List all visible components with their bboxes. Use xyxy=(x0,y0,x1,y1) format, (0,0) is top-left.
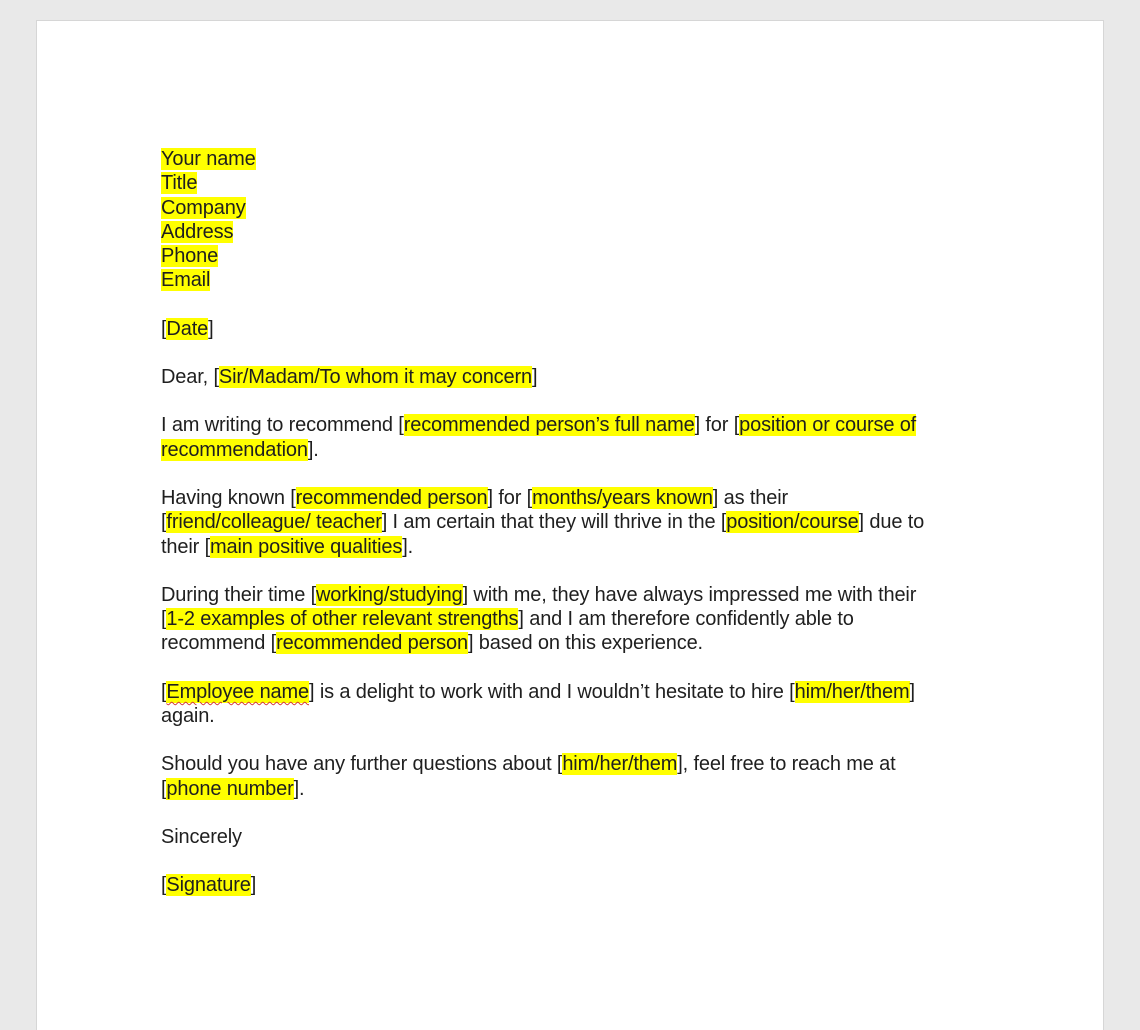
p5-highlight-2: phone number xyxy=(166,777,294,800)
p3-highlight-2: 1-2 examples of other relevant strengths xyxy=(166,608,519,631)
document-page xyxy=(36,20,1104,1030)
p2-text-5: due to xyxy=(863,511,925,534)
p3-text-3: and I am therefore confidently able to xyxy=(523,608,854,631)
p2-text-4: I am certain that they will thrive in the xyxy=(387,511,721,534)
p1-text-3: . xyxy=(313,438,319,461)
p2-highlight-3: friend/colleague/ teacher xyxy=(166,511,382,534)
p4-highlight-1: Employee name xyxy=(166,680,309,703)
signature-placeholder: Signature xyxy=(166,874,251,897)
p4-text-1: is a delight to work with and I wouldn’t hesitate to hire xyxy=(314,680,790,703)
p2-highlight-5: main positive qualities xyxy=(210,535,403,558)
p4-text-2: again. xyxy=(161,705,215,728)
p3-text-4: recommend xyxy=(161,632,271,655)
sender-email: Email xyxy=(161,269,211,292)
sender-address: Address xyxy=(161,220,234,243)
p1-highlight-2a: position or course of xyxy=(739,414,917,437)
p2-highlight-2: months/years known xyxy=(532,486,713,509)
p3-highlight-3: recommended person xyxy=(276,632,468,655)
paragraph-1: I am writing to recommend [recommended person’s full name] for [position or course of recommendation]. xyxy=(161,414,917,461)
sender-company: Company xyxy=(161,196,246,219)
p1-text-2: for xyxy=(699,414,734,437)
p4-highlight-2: him/her/them xyxy=(794,680,910,703)
p3-text-1: During their time xyxy=(161,583,311,606)
p2-text-6: their xyxy=(161,535,205,558)
date-line: [Date] xyxy=(161,317,214,340)
p2-text-1: Having known xyxy=(161,486,291,509)
p1-highlight-1: recommended person’s full name xyxy=(403,414,695,437)
p5-text-2: , feel free to reach me at xyxy=(682,753,896,776)
p3-text-5: based on this experience. xyxy=(473,632,703,655)
sender-phone: Phone xyxy=(161,245,219,268)
sender-block xyxy=(161,147,991,293)
sender-title: Title xyxy=(161,172,198,195)
closing: Sincerely xyxy=(161,825,242,848)
p5-highlight-1: him/her/them xyxy=(562,753,678,776)
p2-text-7: . xyxy=(407,535,414,558)
letter-body[interactable] xyxy=(161,147,991,922)
recipient-placeholder: Sir/Madam/To whom it may concern xyxy=(218,366,532,389)
paragraph-5: Should you have any further questions about [him/her/them], feel free to reach me at [phone number]. xyxy=(161,753,896,800)
salutation: Dear, [Sir/Madam/To whom it may concern] xyxy=(161,366,538,389)
p5-text-3: . xyxy=(299,777,305,800)
signature-line: [Signature] xyxy=(161,874,257,897)
paragraph-4: [Employee name] is a delight to work with and I wouldn’t hesitate to hire [him/her/them] again. xyxy=(161,680,915,728)
salutation-prefix: Dear, xyxy=(161,366,214,389)
p2-text-3: as their xyxy=(718,486,789,509)
paragraph-2: Having known [recommended person] for [months/years known] as their [friend/colleague/ teacher] I am certain that they will thrive in the [position/course] due to their [main positive qualities]. xyxy=(161,486,925,558)
p2-highlight-1: recommended person xyxy=(295,486,488,509)
paragraph-3: During their time [working/studying] with me, they have always impressed me with their [1-2 examples of other relevant strengths] and I am therefore confidently able to recommend [recommended person] based on this experience. xyxy=(161,583,917,655)
p2-highlight-4: position/course xyxy=(726,511,859,534)
date-placeholder: Date xyxy=(166,317,209,340)
p3-text-2: with me, they have always impressed me with their xyxy=(468,583,917,606)
p2-text-2: for xyxy=(492,486,527,509)
p5-text-1: Should you have any further questions about xyxy=(161,753,557,776)
p1-text-1: I am writing to recommend xyxy=(161,414,399,437)
p3-highlight-1: working/studying xyxy=(316,583,463,606)
p1-highlight-2b: recommendation xyxy=(161,438,308,461)
sender-name: Your name xyxy=(161,148,256,170)
